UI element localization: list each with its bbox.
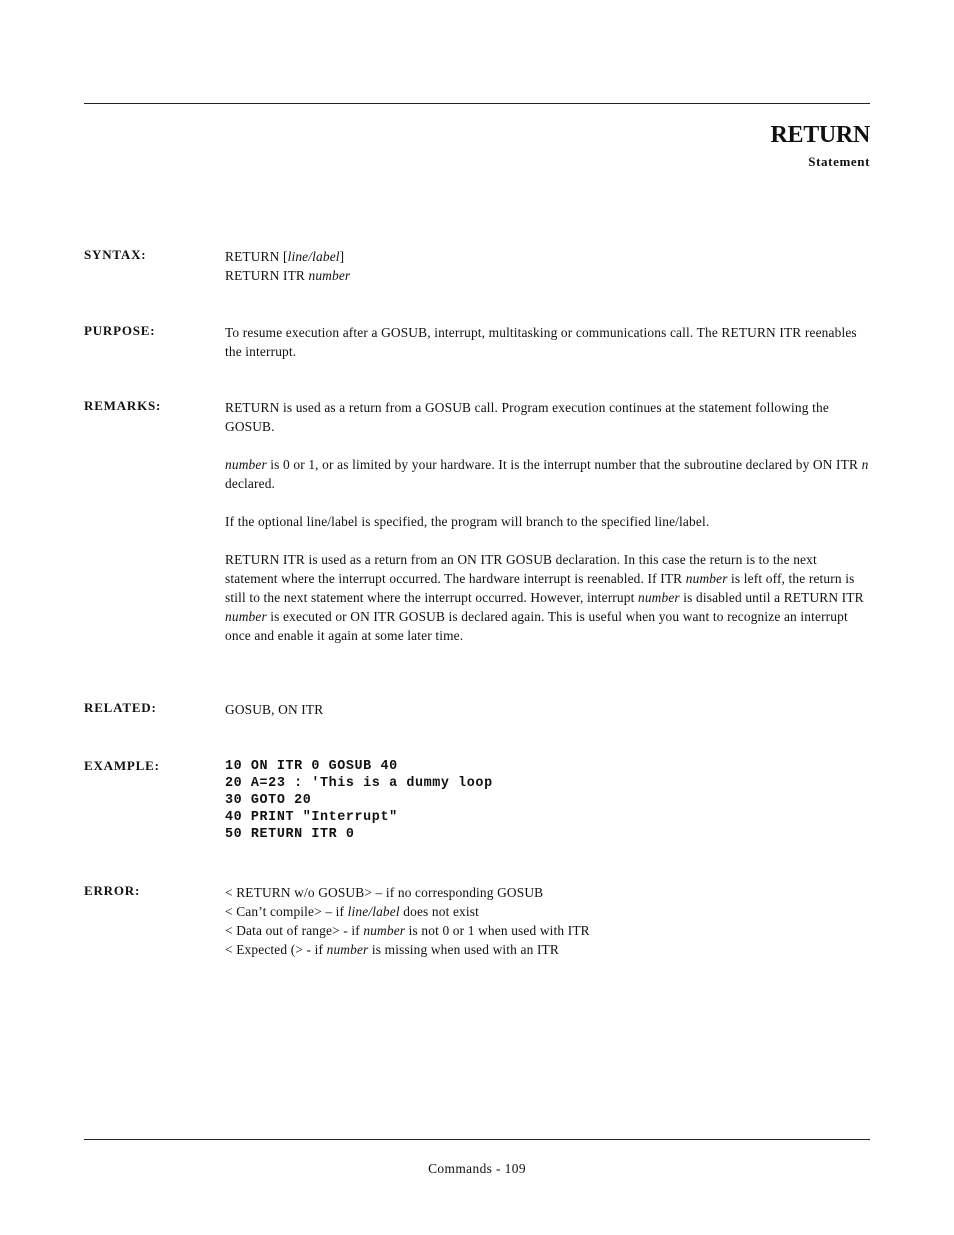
error-line-4-text-a: < Expected (> - if: [225, 942, 327, 957]
purpose-body: [225, 323, 870, 361]
related-label: RELATED:: [84, 700, 157, 715]
syntax-label: SYNTAX:: [84, 247, 147, 262]
remarks-paragraph-1: RETURN is used as a return from a GOSUB call. Program execution continues at the statement following the GOSUB.: [225, 400, 829, 434]
remarks-p2-text-a: is 0 or 1, or as limited by your hardware. It is the interrupt number that the subroutine declared by ON ITR: [266, 457, 862, 472]
page-subtitle: Statement: [808, 154, 870, 169]
remarks-p2-text-b: declared.: [225, 476, 276, 491]
code-line: 30 GOTO 20: [225, 793, 312, 808]
error-line-3-text-b: is not 0 or 1 when used with ITR: [405, 923, 590, 938]
error-line-4: [225, 940, 870, 959]
error-line-3-param: number: [363, 923, 406, 938]
error-label: ERROR:: [84, 883, 141, 898]
error-line-2-text-a: < Can’t compile> – if: [225, 904, 348, 919]
code-line: 50 RETURN ITR 0: [225, 827, 355, 842]
page-footer: Commands - 109: [428, 1161, 526, 1176]
remarks-p4-text-a: RETURN ITR is used as a return from an ON ITR GOSUB declaration. In this case the return is to the next statement where the interrupt occurred. The hardware interrupt is reenabled. If ITR: [225, 552, 817, 586]
error-line-2-param: line/label: [347, 904, 400, 919]
remarks-p4-text-b: is left off, the return is still to the next statement where the interrupt occurred. However, interrupt: [225, 571, 855, 605]
syntax-line-1-param: line/label: [287, 249, 340, 264]
error-body: [225, 883, 870, 959]
error-line-1: < RETURN w/o GOSUB> – if no corresponding GOSUB: [225, 885, 544, 900]
syntax-line-1-suffix: ]: [339, 249, 345, 264]
code-line: 10 ON ITR 0 GOSUB 40: [225, 759, 398, 774]
related-body: [225, 700, 870, 719]
code-line: 20 A=23 : 'This is a dummy loop: [225, 776, 493, 791]
error-line-3: [225, 921, 870, 940]
related-text: GOSUB, ON ITR: [225, 702, 324, 717]
remarks-label: REMARKS:: [84, 398, 162, 413]
syntax-line-2-param: number: [308, 268, 351, 283]
remarks-paragraph-2: [225, 455, 870, 493]
page-title: RETURN: [770, 122, 870, 148]
header-rule: [84, 103, 870, 104]
error-line-2: [225, 902, 870, 921]
syntax-line-1: [225, 247, 870, 266]
purpose-text: To resume execution after a GOSUB, interrupt, multitasking or communications call. The RETURN ITR reenables the interrupt.: [225, 325, 857, 359]
error-line-2-text-b: does not exist: [399, 904, 479, 919]
remarks-paragraph-3: If the optional line/label is specified, the program will branch to the specified line/label.: [225, 514, 710, 529]
remarks-p4-param-3: number: [225, 609, 267, 624]
syntax-line-1-prefix: RETURN [: [225, 249, 288, 264]
remarks-p4-param-1: number: [685, 571, 728, 586]
error-line-4-text-b: is missing when used with an ITR: [368, 942, 559, 957]
example-label: EXAMPLE:: [84, 758, 160, 773]
remarks-p4-text-c: is disabled until a RETURN ITR: [679, 590, 864, 605]
remarks-p2-param: number: [225, 457, 267, 472]
error-line-3-text-a: < Data out of range> - if: [225, 923, 364, 938]
syntax-line-2-prefix: RETURN ITR: [225, 268, 309, 283]
footer-rule: [84, 1139, 870, 1140]
remarks-p2-param-n: n: [861, 457, 869, 472]
error-line-4-param: number: [326, 942, 369, 957]
example-code-block: [225, 758, 870, 843]
remarks-p4-text-d: is executed or ON ITR GOSUB is declared again. This is useful when you want to recognize an interrupt once and enable it again at some later time.: [225, 609, 848, 643]
syntax-line-2: [225, 266, 870, 285]
purpose-label: PURPOSE:: [84, 323, 156, 338]
remarks-paragraph-4: [225, 550, 870, 645]
syntax-body: [225, 247, 870, 285]
remarks-p4-param-2: number: [637, 590, 680, 605]
code-line: 40 PRINT "Interrupt": [225, 810, 398, 825]
remarks-body: [225, 398, 870, 645]
